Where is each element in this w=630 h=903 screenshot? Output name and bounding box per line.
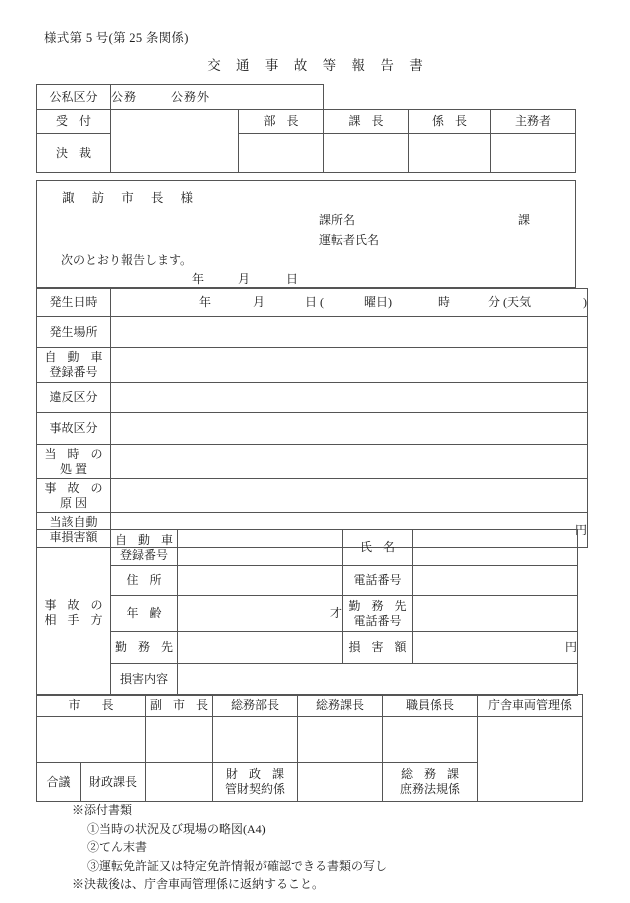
approver-column-shumusha: 主務者 — [491, 110, 576, 134]
table-row — [37, 289, 588, 317]
table-row — [37, 85, 576, 110]
sign-stamp-mayor[interactable] — [37, 717, 146, 763]
party-label-workplace: 勤 務 先 — [111, 632, 178, 664]
row-value-accident-cause[interactable] — [111, 479, 588, 513]
party-vehicle-label-line1: 自 動 車 — [115, 532, 178, 547]
report-date-year: 年 — [192, 272, 205, 286]
finance-section-line2: 管財契約係 — [225, 782, 286, 796]
signature-table — [36, 694, 583, 802]
table-row — [37, 317, 588, 348]
sign-column-staff-section-chief: 職員係長 — [383, 695, 478, 717]
receipt-label: 受 付 — [37, 110, 111, 134]
party-label-age: 年 齢 — [111, 596, 178, 632]
kubun-option-official[interactable]: 公務 — [111, 89, 138, 104]
row-label-accident-cause — [37, 479, 111, 513]
general-affairs-line1: 総 務 課 — [401, 767, 464, 781]
occ-day: 日 ( — [305, 295, 325, 309]
party-work-phone-label-line1: 勤 務 先 — [348, 598, 411, 613]
row-label-occurrence-place: 発生場所 — [37, 317, 111, 348]
approver-column-kacho: 課 長 — [324, 110, 409, 134]
party-label-name: 氏 名 — [343, 530, 413, 566]
party-value-work-phone[interactable] — [413, 596, 578, 632]
form-code: 様式第 5 号(第 25 条関係) — [44, 31, 189, 45]
occ-close-paren: ) — [583, 295, 588, 309]
sign-stamp-staff-section-chief[interactable] — [383, 717, 478, 763]
party-label-damage-amount: 損 害 額 — [343, 632, 413, 664]
sign-column-vehicle-management: 庁舎車両管理係 — [478, 695, 583, 717]
table-row — [37, 479, 588, 513]
measures-label-line2: 処 置 — [59, 461, 87, 476]
consult-general-affairs-section — [383, 763, 478, 802]
table-row — [37, 530, 578, 566]
row-label-measures-taken — [37, 445, 111, 479]
counterparty-label-line2: 相 手 方 — [44, 612, 107, 627]
page-title: 交 通 事 故 等 報 告 書 — [207, 58, 429, 73]
addressee-table — [36, 180, 576, 288]
approval-header-table — [36, 84, 576, 173]
cause-label-line1: 事 故 の — [44, 480, 107, 495]
footer-notes — [72, 801, 387, 894]
table-row — [37, 632, 578, 664]
row-label-violation-type: 違反区分 — [37, 383, 111, 413]
party-label-work-phone — [343, 596, 413, 632]
row-label-accident-type: 事故区分 — [37, 413, 111, 445]
table-row — [37, 717, 583, 763]
attachments-heading: ※添付書類 — [72, 803, 133, 817]
consult-finance-section — [213, 763, 298, 802]
sign-stamp-general-affairs-director[interactable] — [213, 717, 298, 763]
occ-year: 年 — [199, 295, 212, 309]
measures-label-line1: 当 時 の — [44, 446, 107, 461]
row-value-vehicle-number[interactable] — [111, 348, 588, 383]
kubun-option-private[interactable]: 公務外 — [171, 89, 211, 104]
row-value-occurrence-datetime[interactable] — [111, 289, 588, 317]
addressee-cell — [37, 181, 576, 288]
report-date-month: 月 — [238, 272, 251, 286]
table-row — [37, 181, 576, 288]
row-value-occurrence-place[interactable] — [111, 317, 588, 348]
own-damage-unit: 円 — [575, 522, 588, 537]
section-name-suffix: 課 — [518, 213, 531, 227]
finance-section-line1: 財 政 課 — [226, 767, 289, 781]
table-row — [37, 664, 578, 696]
consult-finance-chief: 財政課長 — [81, 763, 146, 802]
stamp-box-kacho[interactable] — [324, 134, 409, 173]
attachment-item-1: ①当時の状況及び現場の略図(A4) — [87, 821, 266, 836]
table-row — [37, 566, 578, 596]
vehicle-number-label-line2: 登録番号 — [49, 365, 98, 379]
row-value-violation-type[interactable] — [111, 383, 588, 413]
row-value-measures-taken[interactable] — [111, 445, 588, 479]
sign-stamp-general-affairs-chief[interactable] — [298, 717, 383, 763]
report-date-day: 日 — [286, 272, 299, 286]
party-value-phone[interactable] — [413, 566, 578, 596]
occ-hour: 時 — [438, 295, 451, 309]
party-value-workplace[interactable] — [178, 632, 343, 664]
attachment-item-2: ②てん末書 — [87, 840, 148, 855]
party-damage-unit: 円 — [565, 640, 578, 654]
stamp-box-bucho[interactable] — [239, 134, 324, 173]
occ-weekday: 曜日) — [364, 295, 393, 309]
attachment-item-3: ③運転免許証又は特定免許情報が確認できる書類の写し — [87, 858, 388, 873]
vehicle-number-label-line1: 自 動 車 — [44, 350, 107, 364]
table-row — [37, 348, 588, 383]
sign-stamp-vehicle-management[interactable] — [478, 717, 583, 802]
party-value-address[interactable] — [178, 566, 343, 596]
party-label-phone: 電話番号 — [343, 566, 413, 596]
kubun-options[interactable] — [111, 85, 324, 110]
cause-label-line2: 原 因 — [59, 495, 87, 510]
party-value-damage-detail[interactable] — [178, 664, 578, 696]
approval-label: 決 裁 — [37, 134, 111, 173]
party-label-address: 住 所 — [111, 566, 178, 596]
sign-column-general-affairs-chief: 総務課長 — [298, 695, 383, 717]
stamp-box-kakaricho[interactable] — [409, 134, 491, 173]
party-value-age[interactable] — [178, 596, 343, 632]
own-damage-label-line2: 車損害額 — [49, 530, 98, 544]
counterparty-table — [36, 529, 578, 696]
accident-detail-table — [36, 288, 588, 548]
party-value-damage-amount[interactable] — [413, 632, 578, 664]
report-date-line[interactable] — [192, 272, 298, 287]
row-value-accident-type[interactable] — [111, 413, 588, 445]
consult-stamp-finance-section[interactable] — [298, 763, 383, 802]
spacer-cell — [491, 85, 576, 110]
approver-column-bucho: 部 長 — [239, 110, 324, 134]
table-row — [37, 695, 583, 717]
driver-name-label: 運転者氏名 — [319, 233, 380, 247]
general-affairs-line2: 庶務法規係 — [400, 782, 461, 796]
consult-stamp-finance-chief[interactable] — [146, 763, 213, 802]
spacer-cell — [409, 85, 491, 110]
party-vehicle-label-line2: 登録番号 — [120, 547, 169, 562]
occ-month: 月 — [253, 295, 266, 309]
table-row — [37, 110, 576, 134]
party-label-vehicle-number — [111, 530, 178, 566]
party-value-name[interactable] — [413, 530, 578, 566]
kubun-label: 公私区分 — [37, 85, 111, 110]
sign-column-general-affairs-director: 総務部長 — [213, 695, 298, 717]
report-sentence: 次のとおり報告します。 — [61, 253, 193, 267]
section-name-label: 課所名 — [319, 213, 356, 227]
sign-stamp-vice-mayor[interactable] — [146, 717, 213, 763]
row-label-occurrence-datetime: 発生日時 — [37, 289, 111, 317]
return-note: ※決裁後は、庁舎車両管理係に返納すること。 — [72, 877, 325, 892]
table-row — [37, 596, 578, 632]
stamp-box-shumusha[interactable] — [491, 134, 576, 173]
table-row — [37, 445, 588, 479]
sign-column-mayor: 市 長 — [37, 695, 146, 717]
counterparty-label-line1: 事 故 の — [44, 597, 107, 612]
sign-column-vice-mayor: 副 市 長 — [146, 695, 213, 717]
approver-column-kakaricho: 係 長 — [409, 110, 491, 134]
party-age-unit: 才 — [330, 606, 343, 620]
counterparty-group-label — [37, 530, 111, 696]
receipt-approval-blank[interactable] — [111, 110, 239, 173]
party-work-phone-label-line2: 電話番号 — [353, 613, 402, 628]
occ-minute-weather: 分 (天気 — [488, 295, 532, 309]
party-label-damage-detail: 損害内容 — [111, 664, 178, 696]
table-row — [37, 413, 588, 445]
own-damage-label-line1: 当該自動 — [49, 515, 98, 529]
addressee-text: 諏 訪 市 長 様 — [62, 191, 201, 205]
consult-label: 合議 — [37, 763, 81, 802]
occurrence-datetime-line — [111, 295, 587, 310]
table-row — [37, 383, 588, 413]
row-label-vehicle-number — [37, 348, 111, 383]
spacer-cell — [324, 85, 409, 110]
party-value-vehicle-number[interactable] — [178, 530, 343, 566]
